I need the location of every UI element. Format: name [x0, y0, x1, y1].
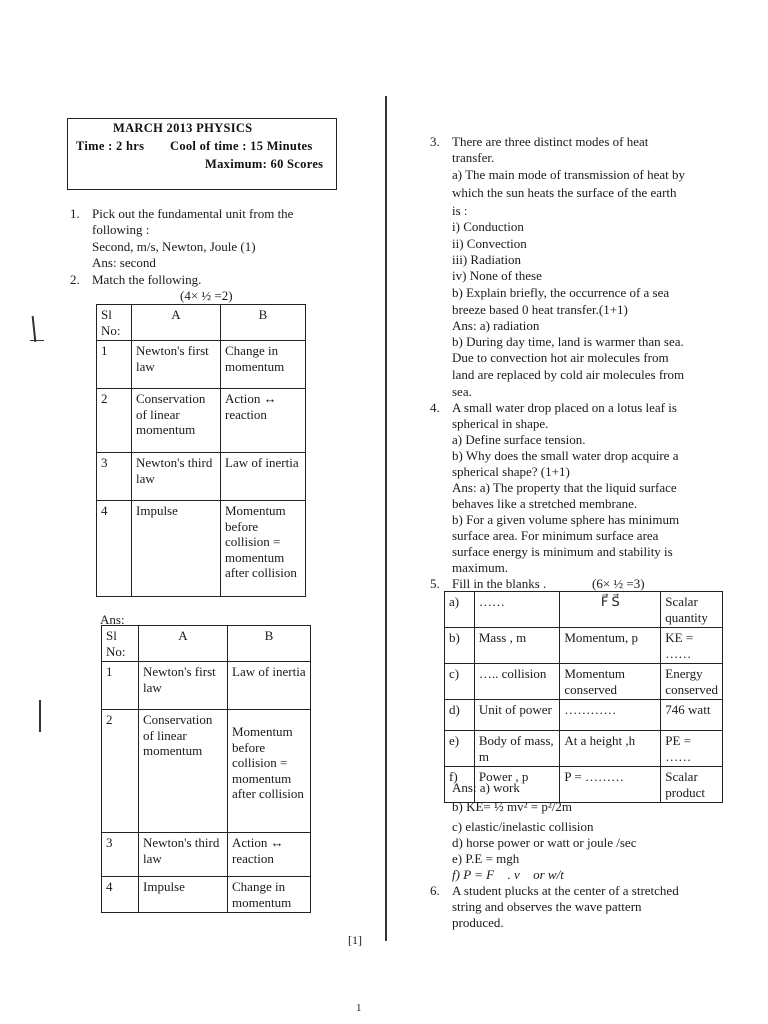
- q6-line: produced.: [452, 915, 504, 930]
- table-cell-sl: 2: [97, 389, 132, 453]
- q6-line: string and observes the wave pattern: [452, 899, 642, 914]
- q4-number: 4.: [430, 400, 440, 415]
- page-mark: [1]: [348, 933, 362, 947]
- q2-title: Match the following.: [92, 272, 202, 287]
- q1-line: following :: [92, 222, 150, 237]
- q1-answer: Ans: second: [92, 255, 156, 270]
- q4-answer: behaves like a stretched membrane.: [452, 496, 638, 511]
- table-cell-a: Conservation of linear momentum: [132, 389, 221, 453]
- answer-table: [101, 625, 311, 913]
- q3-answer: Due to convection hot air molecules from: [452, 350, 669, 365]
- table-cell: a): [445, 592, 475, 628]
- table-header-sl: Sl No:: [102, 626, 139, 662]
- q3-answer: b) During day time, land is warmer than sea.: [452, 334, 684, 349]
- q3-line: breeze based 0 heat transfer.(1+1): [452, 302, 628, 317]
- table-cell: Scalar product: [661, 767, 723, 803]
- table-cell-a: Impulse: [139, 877, 228, 913]
- q3-line: a) The main mode of transmission of heat by: [452, 167, 685, 182]
- table-cell-a: Newton's third law: [139, 833, 228, 877]
- q5-answer: Ans: a) work: [452, 780, 520, 795]
- margin-mark: [32, 316, 36, 342]
- table-cell: KE = ……: [661, 628, 723, 664]
- q5-title: Fill in the blanks .: [452, 576, 547, 591]
- table-header-b: B: [228, 626, 311, 662]
- table-cell-a: Conservation of linear momentum: [139, 710, 228, 833]
- q3-option: i) Conduction: [452, 219, 524, 234]
- table-cell: Momentum conserved: [560, 664, 661, 700]
- table-cell-b: Change in momentum: [228, 877, 311, 913]
- table-cell-b: Law of inertia: [228, 662, 311, 710]
- table-cell: P = ………: [560, 767, 661, 803]
- q2-number: 2.: [70, 272, 80, 287]
- table-cell-sl: 4: [102, 877, 139, 913]
- table-cell: Mass , m: [474, 628, 559, 664]
- q3-line: transfer.: [452, 150, 495, 165]
- table-cell: f): [445, 767, 475, 803]
- q3-line: which the sun heats the surface of the earth: [452, 185, 677, 200]
- q1-line: Second, m/s, Newton, Joule (1): [92, 239, 256, 254]
- q3-line: b) Explain briefly, the occurrence of a sea: [452, 285, 670, 300]
- table-cell: Scalar quantity: [661, 592, 723, 628]
- q1-line: Pick out the fundamental unit from the: [92, 206, 294, 221]
- table-header-a: A: [132, 305, 221, 341]
- table-cell-sl: 3: [97, 453, 132, 501]
- table-cell: Body of mass, m: [474, 731, 559, 767]
- table-cell: b): [445, 628, 475, 664]
- q5-number: 5.: [430, 576, 440, 591]
- column-divider: [385, 96, 387, 941]
- q4-line: spherical in shape.: [452, 416, 549, 431]
- exam-time: Time : 2 hrs: [76, 139, 145, 153]
- margin-mark: [30, 340, 44, 341]
- q2-marks: (4× ½ =2): [180, 288, 233, 303]
- table-cell-a: Newton's first law: [139, 662, 228, 710]
- table-cell-sl: 1: [97, 341, 132, 389]
- q4-answer: Ans: a) The property that the liquid surface: [452, 480, 677, 495]
- page-number: 1: [356, 1002, 362, 1014]
- table-cell: Momentum, p: [560, 628, 661, 664]
- table-header-sl: Sl No:: [97, 305, 132, 341]
- table-cell: Unit of power: [474, 700, 559, 731]
- table-cell: At a height ,h: [560, 731, 661, 767]
- q5-answer: d) horse power or watt or joule /sec: [452, 835, 637, 850]
- q5-answer: c) elastic/inelastic collision: [452, 819, 594, 834]
- table-cell-a: Impulse: [132, 501, 221, 597]
- q5-answer: b) KE= ½ mv² = p²/2m: [452, 799, 572, 814]
- q4-answer: surface energy is minimum and stability is: [452, 544, 673, 559]
- q6-number: 6.: [430, 883, 440, 898]
- table-cell-sl: 3: [102, 833, 139, 877]
- match-table: [96, 304, 306, 597]
- q3-answer: Ans: a) radiation: [452, 318, 540, 333]
- table-cell-b: Law of inertia: [221, 453, 306, 501]
- table-cell-a: Newton's third law: [132, 453, 221, 501]
- q6-line: A student plucks at the center of a stretched: [452, 883, 679, 898]
- exam-title: MARCH 2013 PHYSICS: [113, 121, 253, 135]
- table-cell-sl: 1: [102, 662, 139, 710]
- table-cell: d): [445, 700, 475, 731]
- q4-answer: maximum.: [452, 560, 508, 575]
- q4-answer: b) For a given volume sphere has minimum: [452, 512, 680, 527]
- table-cell: PE = ……: [661, 731, 723, 767]
- q5-answer: e) P.E = mgh: [452, 851, 520, 866]
- fill-blanks-table: [444, 591, 723, 803]
- table-cell: …………: [560, 700, 661, 731]
- table-cell: c): [445, 664, 475, 700]
- table-cell: e): [445, 731, 475, 767]
- exam-max-score: Maximum: 60 Scores: [205, 157, 324, 171]
- q3-answer: sea.: [452, 384, 472, 399]
- table-cell-b: Momentum before collision = momentum after collision: [221, 501, 306, 597]
- q4-line: b) Why does the small water drop acquire a: [452, 448, 679, 463]
- table-cell: F⃗ S⃗: [560, 592, 661, 628]
- q3-option: iv) None of these: [452, 268, 542, 283]
- table-cell-a: Newton's first law: [132, 341, 221, 389]
- q4-line: a) Define surface tension.: [452, 432, 586, 447]
- table-cell: Power , p: [474, 767, 559, 803]
- table-cell: ……: [474, 592, 559, 628]
- table-cell-b: Action ↔ reaction: [221, 389, 306, 453]
- q3-line: There are three distinct modes of heat: [452, 134, 649, 149]
- exam-cool-off-time: Cool of time : 15 Minutes: [170, 139, 313, 153]
- table-cell: 746 watt: [661, 700, 723, 731]
- q3-number: 3.: [430, 134, 440, 149]
- table-cell: Energy conserved: [661, 664, 723, 700]
- q3-option: ii) Convection: [452, 236, 527, 251]
- q4-line: spherical shape? (1+1): [452, 464, 570, 479]
- margin-mark: [39, 700, 41, 732]
- q4-line: A small water drop placed on a lotus leaf is: [452, 400, 677, 415]
- table-cell: ….. collision: [474, 664, 559, 700]
- table-cell-b: Change in momentum: [221, 341, 306, 389]
- q2-ans-label: Ans:: [100, 612, 125, 627]
- table-header-a: A: [139, 626, 228, 662]
- q3-answer: land are replaced by cold air molecules from: [452, 367, 685, 382]
- q4-answer: surface area. For minimum surface area: [452, 528, 659, 543]
- table-header-b: B: [221, 305, 306, 341]
- q1-number: 1.: [70, 206, 80, 221]
- q5-marks: (6× ½ =3): [592, 576, 645, 591]
- table-cell-sl: 2: [102, 710, 139, 833]
- table-cell-b: Momentum before collision = momentum after collision: [228, 710, 311, 833]
- q5-answer: f) P = F⃗ . v⃗ or w/t: [452, 867, 564, 882]
- q3-line: is :: [452, 203, 468, 218]
- table-cell-b: Action ↔ reaction: [228, 833, 311, 877]
- q3-option: iii) Radiation: [452, 252, 521, 267]
- table-cell-sl: 4: [97, 501, 132, 597]
